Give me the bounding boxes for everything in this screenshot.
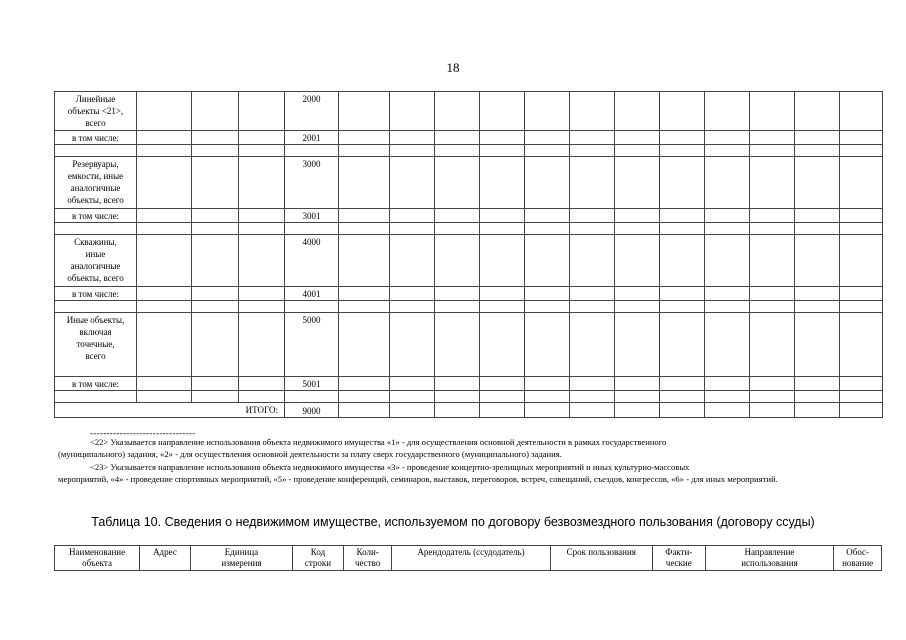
empty-cell [390,157,435,209]
empty-cell [192,287,239,301]
table-row [55,92,883,131]
table-row [55,235,883,287]
empty-cell [390,223,435,235]
empty-cell [705,313,750,377]
empty-cell [750,235,795,287]
empty-cell [339,131,390,145]
empty-cell [750,157,795,209]
empty-cell [525,313,570,377]
empty-cell [137,377,192,391]
footnote-23-first: <23> Указывается направление использования объекта недвижимого имущества «3» - проведение концертно-зрелищных мероприятий и иных культурно-массовых [90,462,690,472]
col-header-line: использования [741,558,798,568]
empty-cell [525,287,570,301]
empty-cell [192,313,239,377]
col-header-line: Код [310,547,326,557]
empty-cell [615,313,660,377]
empty-cell [795,313,840,377]
empty-cell [137,92,192,131]
empty-cell [239,209,285,223]
empty-cell [660,235,705,287]
empty-cell [660,145,705,157]
empty-cell [239,92,285,131]
empty-cell [615,131,660,145]
empty-cell [192,235,239,287]
empty-cell [570,403,615,418]
empty-cell [192,209,239,223]
empty-cell [390,377,435,391]
row-code: 4000 [285,235,339,287]
table10-col-header [140,546,191,571]
empty-cell [192,131,239,145]
empty-cell [705,92,750,131]
empty-cell [137,223,192,235]
empty-cell [795,301,840,313]
empty-cell [570,235,615,287]
empty-cell [705,131,750,145]
row-subheading: в том числе: [55,131,137,145]
row-name-line: иные [85,249,106,259]
row-name-line: емкости, иные [67,171,124,181]
empty-cell [137,209,192,223]
empty-cell [239,223,285,235]
col-header-line: Арендодатель (ссудодатель) [417,547,525,557]
empty-cell [795,157,840,209]
empty-cell [435,209,480,223]
empty-cell [615,92,660,131]
empty-cell [435,92,480,131]
empty-cell [660,287,705,301]
empty-cell [192,391,239,403]
table10-col-header [705,546,834,571]
empty-cell [705,287,750,301]
empty-cell [339,301,390,313]
row-code: 9000 [285,403,339,418]
col-header-line [141,558,189,569]
empty-cell [615,145,660,157]
table-row [55,403,883,418]
empty-cell [705,403,750,418]
empty-cell [840,301,883,313]
empty-cell [660,92,705,131]
table-row [55,287,883,301]
empty-cell [390,403,435,418]
row-name-line: аналогичные [70,183,121,193]
empty-cell [840,209,883,223]
col-header-line: Наименование [69,547,126,557]
table-row [55,301,883,313]
table10-col-header [550,546,652,571]
empty-cell [705,157,750,209]
empty-cell [615,235,660,287]
empty-cell [750,145,795,157]
empty-cell [660,313,705,377]
row-name-line: аналогичные [70,261,121,271]
empty-cell [239,131,285,145]
empty-cell [615,223,660,235]
empty-cell [239,313,285,377]
empty-cell [570,287,615,301]
empty-cell [390,301,435,313]
row-subheading: в том числе: [55,209,137,223]
empty-cell [795,92,840,131]
empty-cell [840,287,883,301]
row-name-line: всего [85,118,106,128]
row-code: 2000 [285,92,339,131]
col-header-line: ческие [665,558,692,568]
row-code: 3001 [285,209,339,223]
empty-cell [285,145,339,157]
footnote-23 [58,462,878,485]
row-code: 2001 [285,131,339,145]
empty-cell [55,391,137,403]
empty-cell [137,313,192,377]
empty-cell [480,391,525,403]
empty-cell [525,209,570,223]
empty-cell [435,131,480,145]
empty-cell [285,223,339,235]
empty-cell [435,301,480,313]
table-row [55,145,883,157]
row-name [55,235,137,287]
empty-cell [660,301,705,313]
empty-cell [795,131,840,145]
empty-cell [705,209,750,223]
page-number: 18 [446,60,460,75]
empty-cell [570,209,615,223]
empty-cell [435,403,480,418]
table-row [55,223,883,235]
empty-cell [615,209,660,223]
empty-cell [525,92,570,131]
empty-cell [795,403,840,418]
empty-cell [137,301,192,313]
empty-cell [570,145,615,157]
table10-header-row [55,546,882,571]
empty-cell [480,313,525,377]
empty-cell [339,287,390,301]
empty-cell [339,403,390,418]
row-name-line: Линейные [75,94,116,104]
empty-cell [525,157,570,209]
empty-cell [435,223,480,235]
col-header-line: Срок пользования [566,547,636,557]
col-header-line: объекта [82,558,112,568]
empty-cell [339,313,390,377]
table10-title: Таблица 10. Сведения о недвижимом имуществе, используемом по договору безвозмездного пользования (договору ссуды) [91,515,815,529]
empty-cell [239,391,285,403]
empty-cell [570,391,615,403]
empty-cell [339,391,390,403]
empty-cell [192,92,239,131]
table-row [55,209,883,223]
empty-cell [840,157,883,209]
empty-cell [339,92,390,131]
row-name-line: объекты, всего [67,195,124,205]
row-subheading: в том числе: [55,377,137,391]
empty-cell [435,157,480,209]
table-row [55,157,883,209]
empty-cell [750,313,795,377]
table10-col-header [55,546,140,571]
empty-cell [840,377,883,391]
empty-cell [750,223,795,235]
col-header-line: Направление [744,547,795,557]
empty-cell [840,403,883,418]
empty-cell [660,223,705,235]
empty-cell [435,235,480,287]
col-header-line [393,558,548,569]
table10-header [54,545,882,571]
empty-cell [339,157,390,209]
empty-cell [480,131,525,145]
empty-cell [480,92,525,131]
empty-cell [435,377,480,391]
empty-cell [285,301,339,313]
col-header-line: измерения [221,558,262,568]
empty-cell [525,131,570,145]
empty-cell [750,92,795,131]
empty-cell [795,287,840,301]
empty-cell [339,377,390,391]
empty-cell [390,145,435,157]
total-label: ИТОГО: [55,403,285,418]
empty-cell [137,145,192,157]
empty-cell [660,391,705,403]
row-name [55,313,137,377]
footnote-22-rest: (муниципального) задания, «2» - для осуществления основной деятельности за плату сверх государственного (муниципального) задания. [58,448,562,459]
empty-cell [480,145,525,157]
empty-cell [435,313,480,377]
empty-cell [840,235,883,287]
row-name-line: объекты, всего [67,273,124,283]
empty-cell [192,157,239,209]
empty-cell [339,235,390,287]
empty-cell [840,92,883,131]
empty-cell [750,209,795,223]
empty-cell [795,391,840,403]
empty-cell [750,301,795,313]
empty-cell [525,235,570,287]
footnote-23-rest: мероприятий, «4» - проведение спортивных мероприятий, «5» - проведение конференций, семинаров, выставок, переговоров, встреч, совещаний, съездов, конгрессов, «6» - для иных мероприятий. [58,473,778,484]
property-table-continuation [54,91,883,418]
col-header-line: Обос- [846,547,870,557]
empty-cell [705,235,750,287]
empty-cell [795,235,840,287]
table10-col-header [834,546,882,571]
empty-cell [480,287,525,301]
empty-cell [570,377,615,391]
row-subheading: в том числе: [55,287,137,301]
table-row [55,391,883,403]
empty-cell [615,301,660,313]
empty-cell [660,403,705,418]
empty-cell [840,313,883,377]
empty-cell [480,223,525,235]
empty-cell [137,157,192,209]
empty-cell [705,223,750,235]
row-name [55,92,137,131]
empty-cell [750,287,795,301]
empty-cell [615,391,660,403]
empty-cell [750,391,795,403]
empty-cell [570,301,615,313]
empty-cell [137,391,192,403]
empty-cell [239,301,285,313]
empty-cell [840,391,883,403]
footnote-separator: -------------------------------- [90,428,196,438]
empty-cell [390,209,435,223]
empty-cell [570,131,615,145]
table10-col-header [392,546,550,571]
empty-cell [239,157,285,209]
row-name-line: включая [79,327,112,337]
empty-cell [192,377,239,391]
row-name-line: всего [85,351,106,361]
empty-cell [339,209,390,223]
row-name-line: объекты <21>, [67,106,124,116]
empty-cell [660,157,705,209]
empty-cell [239,145,285,157]
row-name [55,157,137,209]
empty-cell [55,145,137,157]
empty-cell [480,157,525,209]
empty-cell [750,403,795,418]
col-header-line: Адрес [153,547,177,557]
empty-cell [705,301,750,313]
empty-cell [840,145,883,157]
empty-cell [239,377,285,391]
table10-col-header [652,546,705,571]
col-header-line [552,558,651,569]
table-row [55,377,883,391]
empty-cell [705,391,750,403]
empty-cell [390,131,435,145]
col-header-line: Факти- [665,547,693,557]
empty-cell [615,287,660,301]
empty-cell [339,145,390,157]
empty-cell [660,209,705,223]
empty-cell [570,92,615,131]
empty-cell [705,145,750,157]
empty-cell [750,377,795,391]
row-name-line: точечные, [76,339,115,349]
empty-cell [137,235,192,287]
col-header-line: Единица [224,547,259,557]
empty-cell [705,377,750,391]
table-row [55,131,883,145]
footnote-22 [58,437,878,460]
empty-cell [339,223,390,235]
empty-cell [390,313,435,377]
empty-cell [390,235,435,287]
empty-cell [192,145,239,157]
empty-cell [192,223,239,235]
empty-cell [480,301,525,313]
col-header-line: Коли- [356,547,379,557]
empty-cell [390,391,435,403]
empty-cell [435,391,480,403]
empty-cell [795,377,840,391]
row-code: 5000 [285,313,339,377]
empty-cell [660,377,705,391]
table10-col-header [190,546,292,571]
row-code: 5001 [285,377,339,391]
row-code: 3000 [285,157,339,209]
empty-cell [55,301,137,313]
empty-cell [239,287,285,301]
footnote-22-first: <22> Указывается направление использования объекта недвижимого имущества «1» - для осуществления основной деятельности в рамках государственного [90,437,667,447]
empty-cell [795,145,840,157]
empty-cell [840,131,883,145]
empty-cell [570,223,615,235]
row-code: 4001 [285,287,339,301]
table10-col-header [343,546,392,571]
row-name-line: Скважины, [74,237,117,247]
empty-cell [480,209,525,223]
empty-cell [525,391,570,403]
col-header-line: чество [354,558,381,568]
empty-cell [750,131,795,145]
empty-cell [570,157,615,209]
empty-cell [525,403,570,418]
empty-cell [840,223,883,235]
table-row [55,313,883,377]
empty-cell [239,235,285,287]
empty-cell [137,131,192,145]
empty-cell [615,377,660,391]
empty-cell [192,301,239,313]
empty-cell [615,157,660,209]
empty-cell [660,131,705,145]
empty-cell [55,223,137,235]
empty-cell [480,377,525,391]
empty-cell [137,287,192,301]
row-name-line: Иные объекты, [66,315,125,325]
empty-cell [795,209,840,223]
empty-cell [525,145,570,157]
empty-cell [480,235,525,287]
empty-cell [390,92,435,131]
empty-cell [570,313,615,377]
col-header-line: строки [304,558,332,568]
table10-col-header [293,546,344,571]
empty-cell [285,391,339,403]
empty-cell [615,403,660,418]
empty-cell [435,145,480,157]
empty-cell [525,223,570,235]
col-header-line: нование [842,558,874,568]
row-name-line: Резервуары, [72,159,119,169]
empty-cell [795,223,840,235]
empty-cell [480,403,525,418]
empty-cell [390,287,435,301]
empty-cell [525,377,570,391]
empty-cell [525,301,570,313]
empty-cell [435,287,480,301]
